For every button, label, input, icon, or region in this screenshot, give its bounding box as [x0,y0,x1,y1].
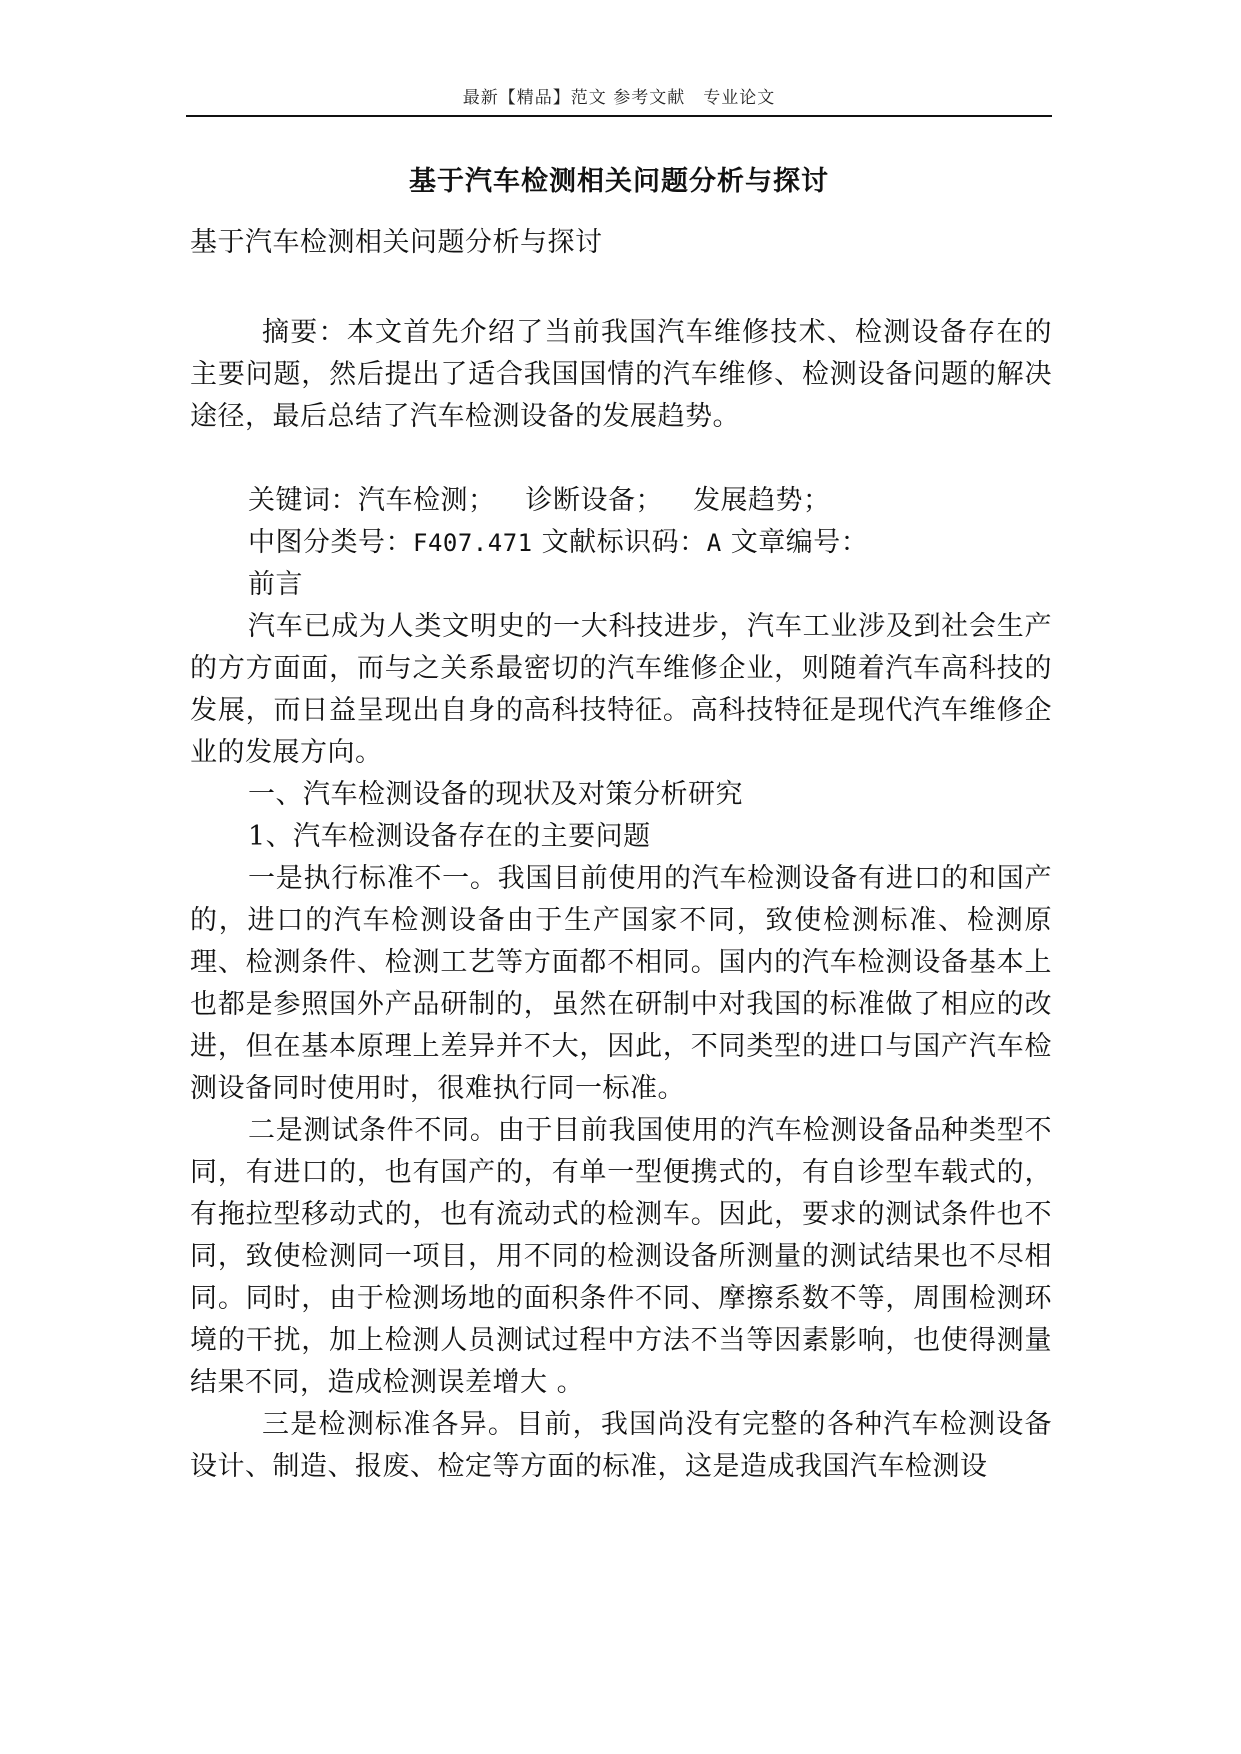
doc-code-label: 文献标识码： [532,527,707,558]
header-divider [186,115,1052,117]
page-header: 最新【精品】范文 参考文献 专业论文 [462,88,776,108]
keyword-item: 汽车检测； [358,485,496,516]
document-title: 基于汽车检测相关问题分析与探讨 [409,166,829,197]
keywords-label: 关键词： [248,485,358,516]
preface-paragraph: 汽车已成为人类文明史的一大科技进步，汽车工业涉及到社会生产的方方面面，而与之关系最密切的汽车维修企业，则随着汽车高科技的发展，而日益呈现出自身的高科技特征。高科技特征是现代汽车维修企业的发展方向。 [190,611,1052,768]
section-heading: 一、汽车检测设备的现状及对策分析研究 [248,779,743,810]
document-subtitle: 基于汽车检测相关问题分析与探讨 [190,227,603,258]
doc-code: A [706,529,722,557]
classification-line [190,522,1052,564]
article-number-label: 文章编号： [721,527,869,558]
document-body [190,222,1052,1488]
classification-code: F407.471 [413,529,533,557]
body-paragraph-3: 三是检测标准各异。目前，我国尚没有完整的各种汽车检测设备设计、制造、报废、检定等方面的标准，这是造成我国汽车检测设 [190,1409,1052,1482]
preface-heading: 前言 [248,569,303,600]
subsection-heading: 1、汽车检测设备存在的主要问题 [248,821,651,852]
keyword-item: 发展趋势； [693,485,831,516]
keyword-item: 诊断设备； [525,485,663,516]
classification-label: 中图分类号： [248,527,413,558]
keywords-line [190,480,1052,522]
body-paragraph-2: 二是测试条件不同。由于目前我国使用的汽车检测设备品种类型不同，有进口的，也有国产的，有单一型便携式的，有自诊型车载式的，有拖拉型移动式的，也有流动式的检测车。因此，要求的测试条件也不同，致使检测同一项目，用不同的检测设备所测量的测试结果也不尽相同。同时，由于检测场地的面积条件不同、摩擦系数不等，周围检测环境的干扰，加上检测人员测试过程中方法不当等因素影响，也使得测量结果不同，造成检测误差增大 。 [190,1115,1052,1398]
body-paragraph-1: 一是执行标准不一。我国目前使用的汽车检测设备有进口的和国产的，进口的汽车检测设备由于生产国家不同，致使检测标准、检测原理、检测条件、检测工艺等方面都不相同。国内的汽车检测设备基本上也都是参照国外产品研制的，虽然在研制中对我国的标准做了相应的改进，但在基本原理上差异并不大，因此，不同类型的进口与国产汽车检测设备同时使用时，很难执行同一标准。 [190,863,1052,1104]
abstract-paragraph: 摘要：本文首先介绍了当前我国汽车维修技术、检测设备存在的主要问题，然后提出了适合我国国情的汽车维修、检测设备问题的解决途径，最后总结了汽车检测设备的发展趋势。 [190,317,1052,432]
